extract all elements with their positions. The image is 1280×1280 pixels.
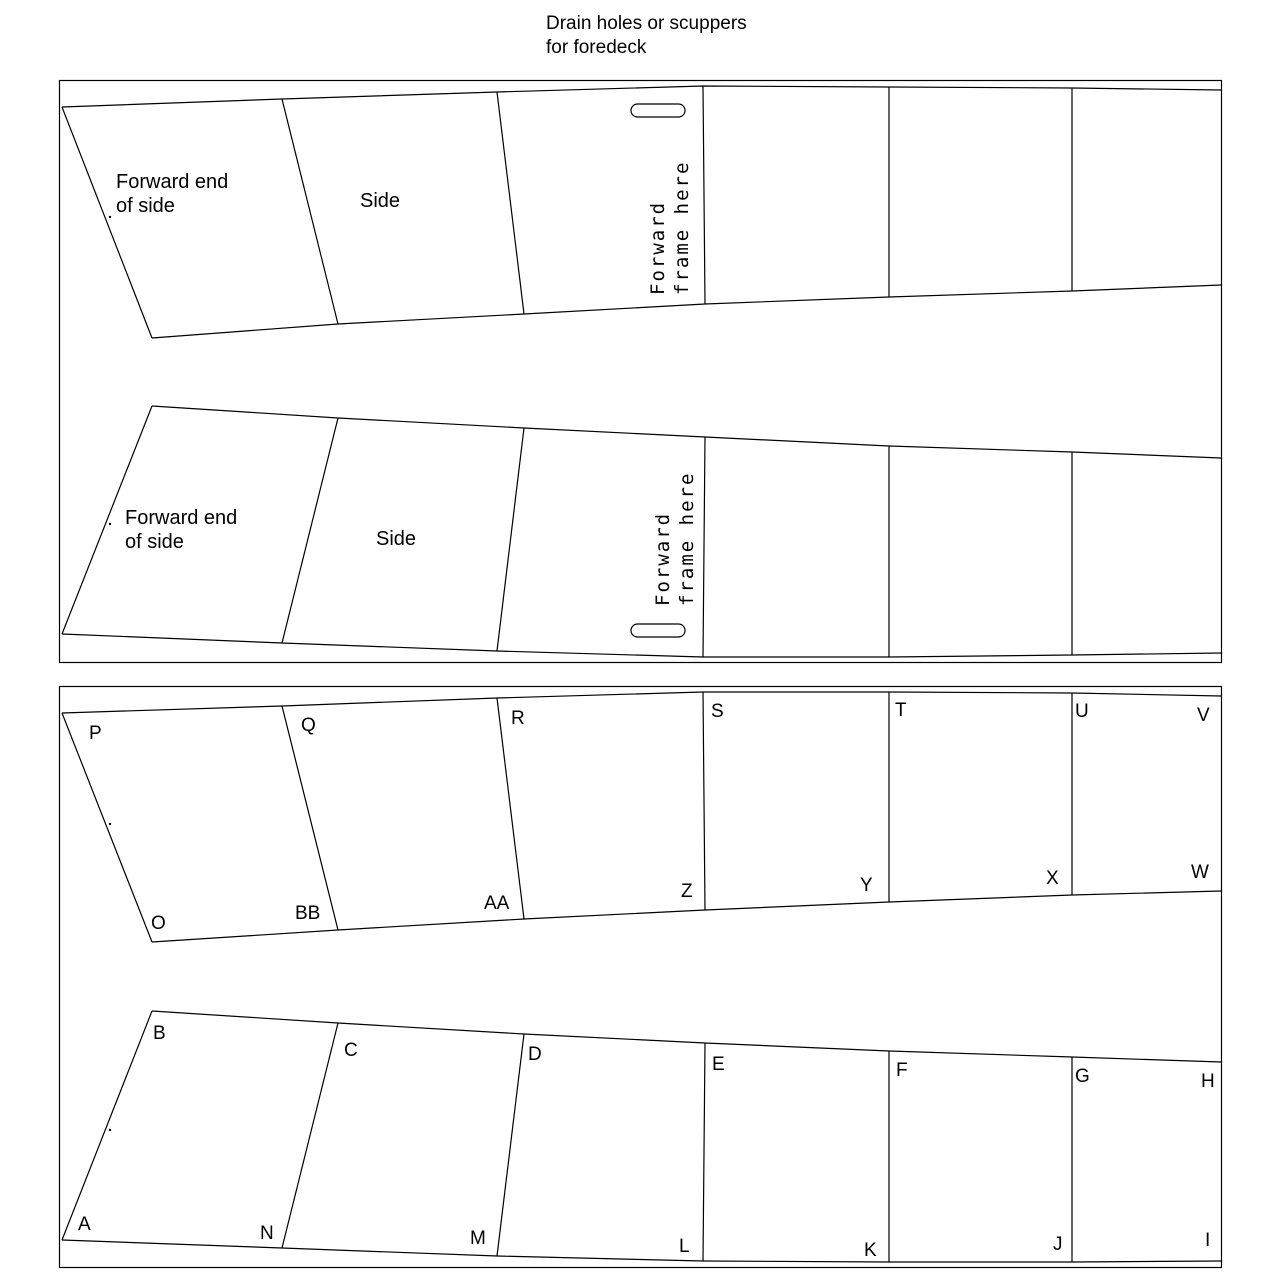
point-label-x: X — [1046, 868, 1059, 889]
point-label-n: N — [260, 1223, 274, 1244]
forward-end-label-line-1: Forward end — [116, 171, 229, 193]
section-line — [703, 1043, 705, 1261]
section-line — [497, 428, 524, 651]
forward-frame-label-line-1: Forward — [652, 511, 674, 606]
top-upper-side-piece — [62, 86, 1221, 338]
top-edge — [62, 692, 1221, 713]
mark-dot — [109, 216, 111, 218]
bottom-edge — [62, 1240, 1221, 1262]
forward-end-line — [62, 107, 152, 338]
drawing-title-line-2: for foredeck — [546, 37, 647, 58]
mark-dot — [109, 1129, 111, 1131]
section-line — [282, 418, 338, 643]
top-edge — [152, 1011, 1221, 1062]
point-label-bb: BB — [295, 903, 321, 924]
side-label: Side — [376, 528, 417, 550]
point-label-v: V — [1197, 705, 1210, 726]
drain-hole-slot — [631, 624, 685, 637]
forward-frame-line — [703, 437, 705, 657]
side-label: Side — [360, 190, 401, 212]
point-label-k: K — [864, 1240, 877, 1261]
bottom-lower-side-piece — [62, 1011, 1221, 1262]
forward-end-label-line-1: Forward end — [125, 507, 238, 529]
point-label-l: L — [679, 1236, 690, 1257]
point-label-t: T — [895, 700, 907, 721]
section-line — [497, 92, 524, 314]
forward-frame-label-line-2: frame here — [676, 471, 698, 606]
section-line — [497, 698, 524, 919]
top-lower-side-piece — [62, 406, 1221, 657]
point-label-m: M — [470, 1228, 486, 1249]
bottom-panel — [60, 687, 1222, 1268]
point-label-r: R — [511, 708, 525, 729]
point-label-q: Q — [301, 715, 316, 736]
top-panel — [60, 81, 1222, 663]
point-label-c: C — [344, 1040, 358, 1061]
point-label-g: G — [1075, 1066, 1090, 1087]
mark-dot — [109, 823, 111, 825]
point-label-j: J — [1053, 1234, 1063, 1255]
point-label-d: D — [528, 1044, 542, 1065]
forward-end-line — [62, 1011, 152, 1240]
point-label-e: E — [712, 1054, 725, 1075]
forward-end-label-line-2: of side — [116, 195, 175, 217]
bottom-panel-frame — [60, 687, 1222, 1268]
section-line — [282, 99, 338, 324]
top-panel-frame — [60, 81, 1222, 663]
point-label-w: W — [1191, 862, 1209, 883]
forward-frame-label-line-1: Forward — [647, 200, 669, 295]
forward-frame-line — [703, 86, 705, 304]
section-line — [703, 692, 705, 910]
point-label-y: Y — [860, 875, 873, 896]
top-edge — [152, 406, 1221, 458]
point-label-b: B — [153, 1023, 166, 1044]
bottom-upper-side-piece — [62, 692, 1221, 942]
point-label-f: F — [896, 1060, 908, 1081]
point-label-s: S — [711, 701, 724, 722]
forward-end-line — [62, 713, 152, 942]
point-label-aa: AA — [484, 893, 510, 914]
section-line — [497, 1034, 524, 1256]
point-label-h: H — [1201, 1071, 1215, 1092]
drain-hole-slot — [631, 104, 685, 117]
point-label-i: I — [1205, 1230, 1211, 1251]
point-label-p: P — [89, 723, 102, 744]
section-line — [282, 706, 338, 930]
forward-end-label-line-2: of side — [125, 531, 184, 553]
point-label-z: Z — [681, 881, 693, 902]
point-label-u: U — [1075, 701, 1089, 722]
section-line — [282, 1023, 338, 1248]
point-label-a: A — [78, 1214, 91, 1235]
point-label-o: O — [151, 913, 166, 934]
mark-dot — [109, 523, 111, 525]
forward-frame-label-line-2: frame here — [671, 160, 693, 295]
drawing-title-line-1: Drain holes or scuppers — [546, 13, 747, 34]
